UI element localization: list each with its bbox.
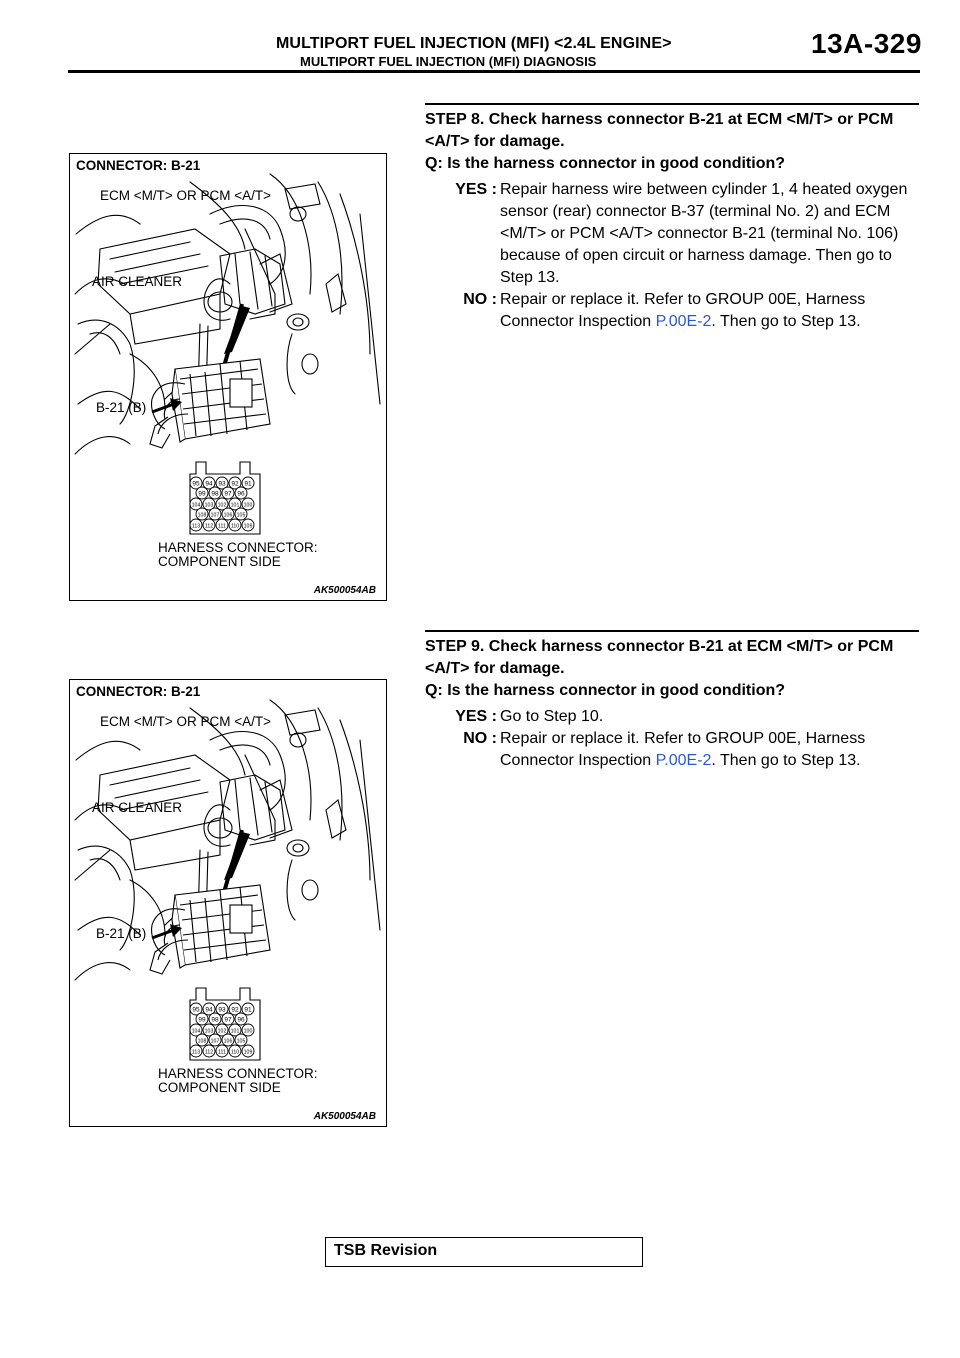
connector-figure: [69, 679, 387, 1127]
connector-pin-number: 112: [204, 523, 214, 530]
connector-pin-number: 94: [205, 480, 213, 488]
b21-callout-label: B-21 (B): [96, 400, 147, 415]
connector-pin-number: 109: [243, 523, 253, 530]
connector-pin-number: 109: [243, 1049, 253, 1056]
no-text: [500, 728, 919, 772]
header-rule: [68, 70, 920, 73]
step-9-block: [425, 630, 919, 772]
no-label: NO :: [463, 291, 497, 308]
no-text-after: . Then go to Step 13.: [711, 313, 861, 330]
connector-pin-number: 101: [230, 1028, 240, 1035]
tsb-revision-box: [325, 1237, 643, 1267]
connector-pin-number: 107: [210, 1038, 220, 1045]
connector-pin-number: 101: [230, 502, 240, 509]
harness-connector-label: HARNESS CONNECTOR:: [158, 1066, 318, 1081]
yes-label: YES :: [455, 708, 497, 725]
connector-pin-number: 102: [217, 1028, 227, 1035]
no-text-after: . Then go to Step 13.: [711, 752, 861, 769]
component-side-label: COMPONENT SIDE: [158, 1080, 281, 1095]
step-rule: [425, 103, 919, 105]
connector-pin-number: 110: [230, 1049, 240, 1056]
connector-pin-number: 105: [236, 512, 246, 519]
yes-text: Repair harness wire between cylinder 1, 4 heated oxygen sensor (rear) connector B-37 (terminal No. 2) and ECM <M/T> or PCM <A/T> connector B-21 (terminal No. 106) because of open circuit or harness damage. Then go to Step 13.: [500, 181, 908, 286]
header-title: MULTIPORT FUEL INJECTION (MFI) <2.4L ENGINE>: [276, 35, 672, 52]
connector-pin-number: 106: [223, 1038, 233, 1045]
yes-answer: [425, 706, 919, 728]
step-question: Q: Is the harness connector in good condition?: [425, 155, 786, 172]
no-label: NO :: [463, 730, 497, 747]
no-text: [500, 289, 919, 333]
ecm-label: ECM <M/T> OR PCM <A/T>: [100, 188, 272, 203]
figure-id: AK500054AB: [313, 1111, 376, 1122]
yes-answer: [425, 179, 919, 289]
no-answer: [425, 289, 919, 333]
component-side-label: COMPONENT SIDE: [158, 554, 281, 569]
connector-label: CONNECTOR: B-21: [76, 158, 201, 173]
step-question: Q: Is the harness connector in good condition?: [425, 682, 786, 699]
connector-pin-number: 94: [205, 1006, 213, 1014]
connector-pin-number: 102: [217, 502, 227, 509]
connector-pin-number: 106: [223, 512, 233, 519]
connector-pin-number: 93: [218, 480, 226, 488]
yes-text: Go to Step 10.: [500, 708, 604, 725]
no-answer: [425, 728, 919, 772]
connector-pin-number: 113: [191, 523, 201, 530]
harness-connector-label: HARNESS CONNECTOR:: [158, 540, 318, 555]
connector-pin-number: 99: [198, 490, 206, 498]
header-subtitle: MULTIPORT FUEL INJECTION (MFI) DIAGNOSIS: [300, 54, 597, 69]
connector-pin-number: 103: [204, 502, 214, 509]
connector-pin-number: 111: [218, 1049, 226, 1056]
connector-pin-number: 97: [224, 1016, 232, 1024]
connector-pin-number: 104: [191, 502, 201, 509]
connector-pin-number: 98: [211, 490, 219, 498]
connector-pin-number: 111: [218, 523, 226, 530]
no-text-before: Repair or replace it. Refer to GROUP 00E, Harness Connector Inspection: [500, 291, 866, 330]
page-number: 13A-329: [811, 28, 922, 59]
engine-bay-illustration: [70, 680, 386, 1126]
connector-pin-number: 93: [218, 1006, 226, 1014]
step-heading: STEP 8. Check harness connector B-21 at ECM <M/T> or PCM <A/T> for damage.: [425, 111, 894, 150]
engine-bay-illustration: [70, 154, 386, 600]
connector-pin-number: 97: [224, 490, 232, 498]
no-text-before: Repair or replace it. Refer to GROUP 00E, Harness Connector Inspection: [500, 730, 866, 769]
connector-label: CONNECTOR: B-21: [76, 684, 201, 699]
connector-pin-number: 91: [244, 480, 252, 488]
connector-pin-number: 110: [230, 523, 240, 530]
connector-pin-number: 96: [237, 1016, 245, 1024]
connector-pin-number: 95: [192, 1006, 200, 1014]
yes-label: YES :: [455, 181, 497, 198]
connector-pin-number: 92: [231, 480, 239, 488]
connector-pin-number: 95: [192, 480, 200, 488]
air-cleaner-label: AIR CLEANER: [92, 800, 183, 815]
connector-pin-number: 103: [204, 1028, 214, 1035]
connector-pin-number: 92: [231, 1006, 239, 1014]
connector-pin-number: 96: [237, 490, 245, 498]
ecm-label: ECM <M/T> OR PCM <A/T>: [100, 714, 272, 729]
connector-pin-number: 98: [211, 1016, 219, 1024]
figure-id: AK500054AB: [313, 585, 376, 596]
connector-pin-number: 105: [236, 1038, 246, 1045]
harness-inspection-link[interactable]: P.00E-2: [655, 313, 712, 330]
b21-callout-label: B-21 (B): [96, 926, 147, 941]
tsb-revision-label: TSB Revision: [334, 1242, 438, 1259]
connector-pin-number: 107: [210, 512, 220, 519]
step-rule: [425, 630, 919, 632]
connector-figure: [69, 153, 387, 601]
connector-pin-number: 100: [243, 502, 253, 509]
connector-pin-number: 112: [204, 1049, 214, 1056]
connector-pin-number: 100: [243, 1028, 253, 1035]
connector-pin-number: 104: [191, 1028, 201, 1035]
connector-pin-number: 91: [244, 1006, 252, 1014]
step-heading: STEP 9. Check harness connector B-21 at ECM <M/T> or PCM <A/T> for damage.: [425, 638, 894, 677]
step-8-block: [425, 103, 919, 333]
connector-pin-number: 108: [197, 1038, 207, 1045]
connector-pin-number: 108: [197, 512, 207, 519]
connector-pin-number: 99: [198, 1016, 206, 1024]
air-cleaner-label: AIR CLEANER: [92, 274, 183, 289]
connector-pin-number: 113: [191, 1049, 201, 1056]
harness-inspection-link[interactable]: P.00E-2: [655, 752, 712, 769]
